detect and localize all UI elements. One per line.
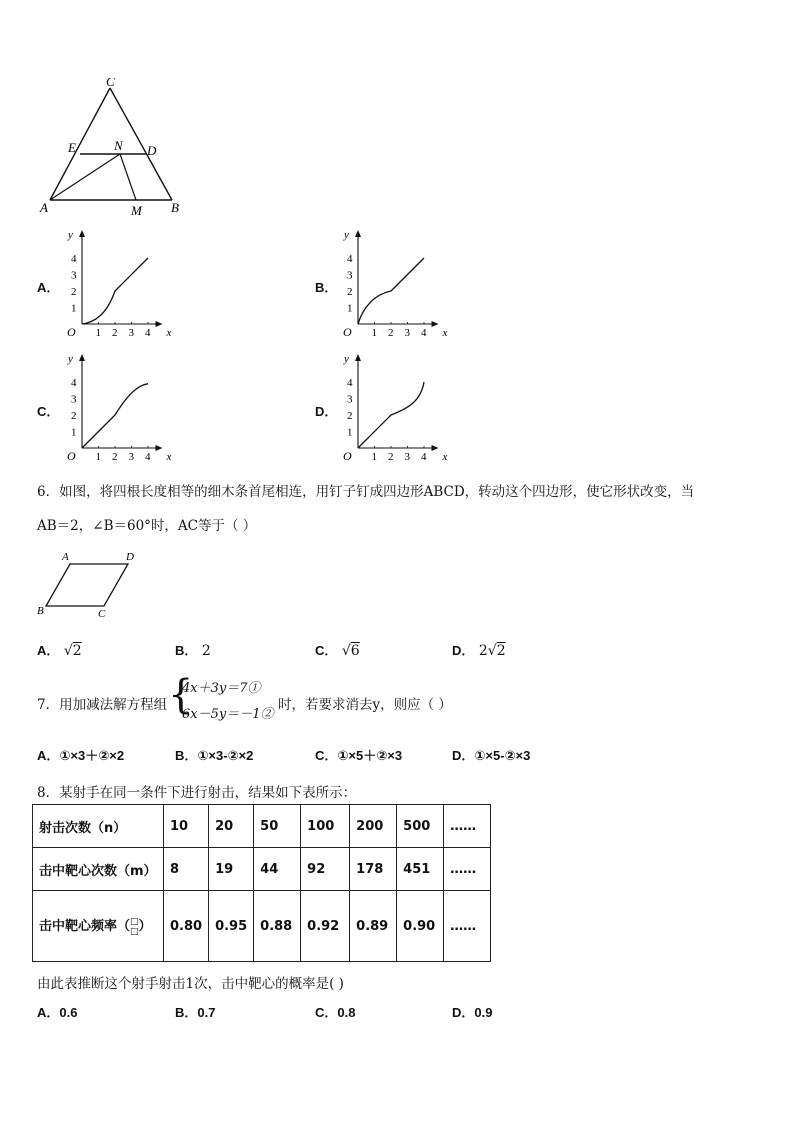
- q6-stem-line1: 6．如图，将四根长度相等的细木条首尾相连，用钉子钉成四边形ABCD，转动这个四边形，使它形状改变，当: [37, 484, 695, 500]
- option-label: A．: [37, 643, 60, 658]
- table-cell: 0.80: [164, 891, 209, 962]
- x-axis-arrow-icon: [432, 321, 439, 327]
- x-tick-label: 4: [145, 327, 151, 339]
- label-A: A: [62, 551, 69, 563]
- table-cell: ……: [444, 805, 491, 848]
- parallelogram-figure: [34, 548, 144, 622]
- function-curve: [358, 258, 424, 324]
- y-tick-label: 3: [347, 393, 353, 406]
- row-header-text: 击中靶心频率（: [39, 919, 131, 935]
- x-axis-label: x: [442, 451, 448, 463]
- radicand: 6: [350, 643, 360, 659]
- table-cell: 10: [164, 805, 209, 848]
- table-cell: 178: [350, 848, 397, 891]
- row-header: 射击次数（n）: [33, 805, 164, 848]
- q8-option-d[interactable]: D．0.9: [452, 1005, 493, 1020]
- q8-option-a[interactable]: A．0.6: [37, 1005, 78, 1020]
- x-tick-label: 1: [371, 327, 377, 339]
- table-cell: 0.89: [350, 891, 397, 962]
- table-cell: 100: [301, 805, 350, 848]
- q5-option-b-label[interactable]: B．: [315, 280, 338, 295]
- q7-option-a[interactable]: A．①×3＋②×2: [37, 748, 125, 763]
- y-tick-label: 4: [347, 253, 353, 265]
- table-row: [33, 848, 491, 891]
- x-tick-label: 3: [128, 327, 134, 339]
- q5-option-d-label[interactable]: D．: [315, 404, 338, 419]
- label-B: B: [171, 200, 179, 215]
- y-axis-arrow-icon: [355, 354, 361, 361]
- q8-option-b[interactable]: B．0.7: [175, 1005, 216, 1020]
- x-axis-label: x: [166, 451, 172, 463]
- x-axis-arrow-icon: [156, 321, 163, 327]
- y-tick-label: 2: [71, 410, 77, 422]
- x-axis-arrow-icon: [156, 445, 163, 451]
- label-M: M: [131, 203, 142, 218]
- brace-icon: {: [168, 672, 194, 718]
- radicand: 2: [496, 643, 506, 659]
- q7-option-d[interactable]: D．①×5-②×3: [452, 748, 531, 763]
- table-cell: 50: [254, 805, 301, 848]
- y-axis-label: y: [344, 353, 349, 365]
- label-A: A: [40, 200, 48, 215]
- q8-question: 由此表推断这个射手射击1次，击中靶心的概率是( ): [37, 976, 344, 992]
- x-tick-label: 2: [388, 327, 394, 339]
- y-tick-label: 2: [347, 410, 353, 422]
- graph-b: [336, 226, 462, 342]
- q7-option-c[interactable]: C．①×5＋②×3: [315, 748, 403, 763]
- q7-prefix: 7．用加减法解方程组: [37, 697, 168, 713]
- table-cell: 500: [397, 805, 444, 848]
- option-label: D．: [452, 643, 475, 658]
- q6-option-d[interactable]: [452, 640, 506, 659]
- y-tick-label: 1: [347, 302, 353, 315]
- x-tick-label: 4: [421, 451, 427, 463]
- y-tick-label: 4: [71, 377, 77, 389]
- table-cell: 200: [350, 805, 397, 848]
- function-curve: [82, 384, 148, 448]
- label-N: N: [114, 138, 123, 153]
- table-cell: 8: [164, 848, 209, 891]
- q5-option-c-label[interactable]: C．: [37, 404, 60, 419]
- function-curve: [82, 258, 148, 324]
- q7-suffix: 时，若要求消去y，则应（ ）: [278, 697, 452, 713]
- option-label: C．: [315, 643, 338, 658]
- y-tick-label: 1: [347, 426, 353, 439]
- y-tick-label: 2: [71, 286, 77, 298]
- table-row: [33, 891, 491, 962]
- table-cell: 0.88: [254, 891, 301, 962]
- q7-option-b[interactable]: B．①×3-②×2: [175, 748, 254, 763]
- x-tick-label: 4: [145, 451, 151, 463]
- sqrt-icon: √2: [63, 643, 82, 659]
- y-axis-label: y: [344, 229, 349, 241]
- y-tick-label: 4: [71, 253, 77, 265]
- table-cell: ……: [444, 848, 491, 891]
- x-tick-label: 2: [388, 451, 394, 463]
- y-axis-arrow-icon: [79, 354, 85, 361]
- q6-option-b[interactable]: [175, 640, 211, 659]
- sqrt-icon: √6: [341, 643, 360, 659]
- x-tick-label: 4: [421, 327, 427, 339]
- y-axis-label: y: [68, 229, 73, 241]
- table-cell: 0.95: [209, 891, 254, 962]
- q6-stem-line2: AB＝2，∠B＝60°时，AC等于（ ）: [37, 518, 257, 534]
- table-cell: 92: [301, 848, 350, 891]
- q6-option-c[interactable]: [315, 640, 360, 659]
- y-axis-label: y: [68, 353, 73, 365]
- x-tick-label: 1: [95, 327, 101, 339]
- function-curve: [358, 382, 424, 448]
- q8-option-c[interactable]: C．0.8: [315, 1005, 356, 1020]
- table-cell: 20: [209, 805, 254, 848]
- y-tick-label: 1: [71, 302, 77, 315]
- x-tick-label: 3: [404, 327, 410, 339]
- y-tick-label: 3: [71, 393, 77, 406]
- y-axis-arrow-icon: [355, 230, 361, 237]
- q5-option-a-label[interactable]: A．: [37, 280, 60, 295]
- q7-eq2: 6x－5y＝－1②: [182, 707, 274, 722]
- row-header: 击中靶心次数（m）: [33, 848, 164, 891]
- x-tick-label: 3: [128, 451, 134, 463]
- y-tick-label: 3: [71, 269, 77, 282]
- fraction-icon: □ □: [130, 916, 139, 937]
- table-cell: 451: [397, 848, 444, 891]
- table-cell: 44: [254, 848, 301, 891]
- table-cell: ……: [444, 891, 491, 962]
- table-row: [33, 805, 491, 848]
- table-cell: 0.92: [301, 891, 350, 962]
- sqrt-icon: √2: [487, 643, 506, 659]
- x-axis-arrow-icon: [432, 445, 439, 451]
- y-tick-label: 3: [347, 269, 353, 282]
- y-tick-label: 1: [71, 426, 77, 439]
- label-B: B: [37, 605, 44, 617]
- q6-option-a[interactable]: [37, 640, 82, 659]
- x-tick-label: 3: [404, 451, 410, 463]
- radicand: 2: [72, 643, 82, 659]
- triangle-figure: [34, 78, 194, 220]
- option-value: 2: [201, 643, 211, 659]
- y-tick-label: 2: [347, 286, 353, 298]
- x-axis-label: x: [166, 327, 172, 339]
- graph-c: [60, 350, 186, 466]
- x-tick-label: 2: [112, 451, 118, 463]
- y-tick-label: 4: [347, 377, 353, 389]
- label-E: E: [68, 140, 76, 155]
- shooting-table: [32, 804, 491, 962]
- table-cell: 19: [209, 848, 254, 891]
- q7-eq1: 4x＋3y＝7①: [182, 681, 261, 696]
- option-label: B．: [175, 643, 198, 658]
- label-C: C: [98, 608, 106, 620]
- x-tick-label: 1: [371, 451, 377, 463]
- table-cell: 0.90: [397, 891, 444, 962]
- x-tick-label: 1: [95, 451, 101, 463]
- y-axis-arrow-icon: [79, 230, 85, 237]
- x-axis-label: x: [442, 327, 448, 339]
- label-C: C: [106, 78, 115, 89]
- graph-a: [60, 226, 186, 342]
- origin-label: O: [67, 449, 76, 463]
- label-D: D: [126, 551, 134, 563]
- origin-label: O: [343, 325, 352, 339]
- x-tick-label: 2: [112, 327, 118, 339]
- origin-label: O: [67, 325, 76, 339]
- row-header: 击中靶心频率（□ □）: [33, 891, 164, 962]
- origin-label: O: [343, 449, 352, 463]
- graph-d: [336, 350, 462, 466]
- label-D: D: [147, 143, 157, 158]
- coefficient: 2: [478, 643, 488, 659]
- q8-title: 8．某射手在同一条件下进行射击，结果如下表所示：: [37, 785, 357, 801]
